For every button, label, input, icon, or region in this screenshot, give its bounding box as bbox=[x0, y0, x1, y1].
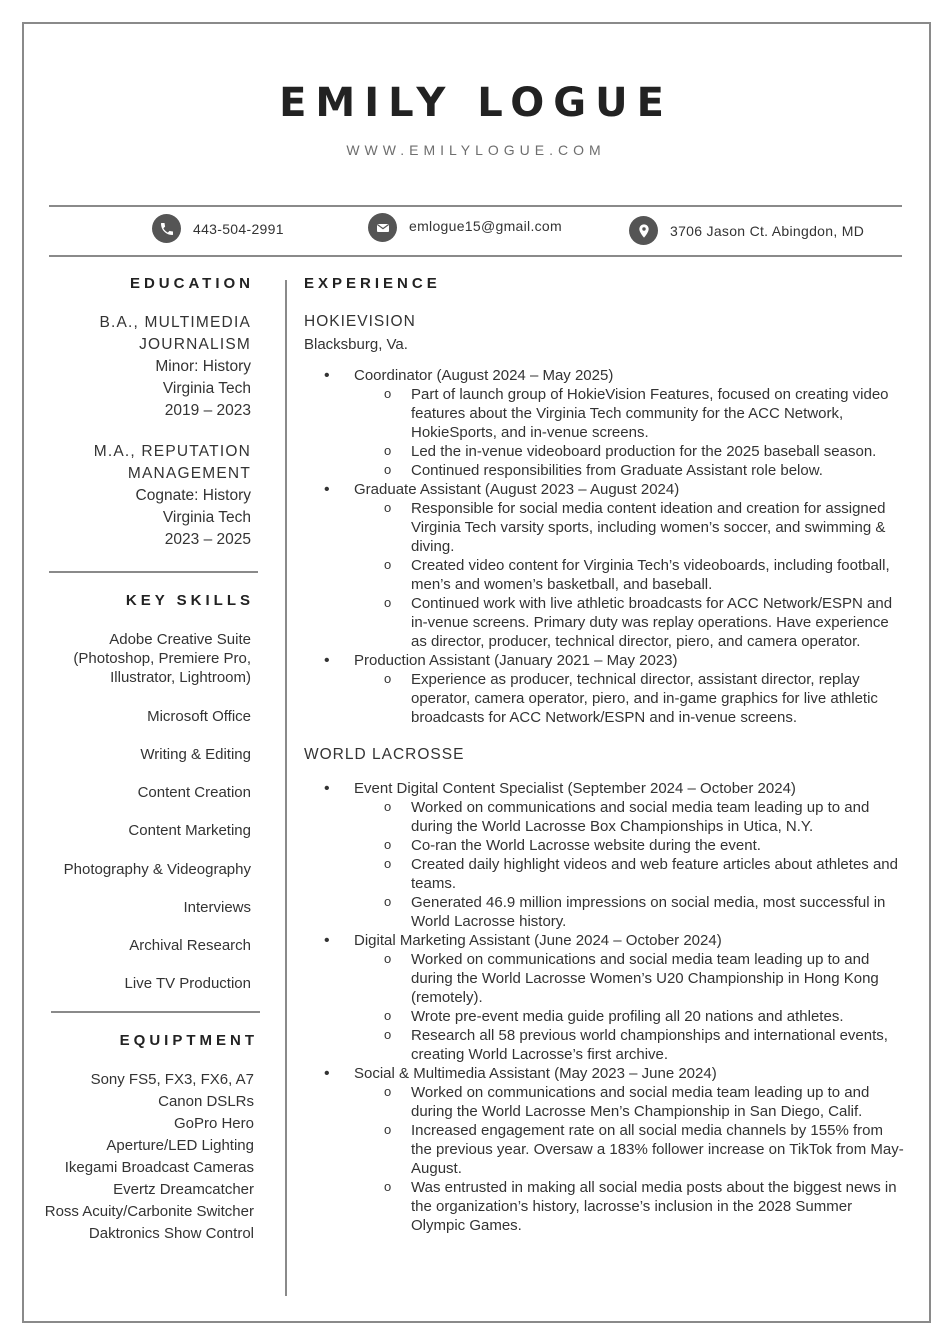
job-title: • Event Digital Content Specialist (September 2024 – October 2024) bbox=[304, 779, 904, 798]
skills-divider bbox=[51, 1011, 260, 1013]
job-title: • Production Assistant (January 2021 – May 2023) bbox=[304, 651, 904, 670]
job-bullet: o Worked on communications and social media team leading up to and during the World Lacrosse Men’s Championship in San Diego, Calif. bbox=[304, 1083, 904, 1121]
phone-icon bbox=[152, 214, 181, 243]
job-bullet: o Was entrusted in making all social media posts about the biggest news in the organization’s history, lacrosse’s inclusion in the 2028 Summer Olympic Games. bbox=[304, 1178, 904, 1235]
envelope-icon bbox=[368, 213, 397, 242]
map-pin-icon bbox=[629, 216, 658, 245]
degree-years: 2023 – 2025 bbox=[164, 531, 251, 548]
skill-item: Content Creation bbox=[137, 784, 251, 801]
job-bullet: o Responsible for social media content ideation and creation for assigned Virginia Tech varsity sports, including women’s soccer, and swimming & diving. bbox=[304, 499, 904, 556]
phone-text: 443-504-2991 bbox=[193, 220, 284, 237]
website-link[interactable]: WWW.EMILYLOGUE.COM bbox=[346, 142, 606, 158]
skill-item: Live TV Production bbox=[124, 975, 251, 992]
education-entry bbox=[94, 441, 251, 551]
equipment-item: Aperture/LED Lighting bbox=[106, 1137, 254, 1154]
equipment-item: Evertz Dreamcatcher bbox=[113, 1181, 254, 1198]
skill-item: Content Marketing bbox=[128, 822, 251, 839]
skill-item: Interviews bbox=[183, 899, 251, 916]
job-bullet: o Part of launch group of HokieVision Features, focused on creating video features about the Virginia Tech community for the ACC Network, HokieSports, and in-venue screens. bbox=[304, 385, 904, 442]
job-bullet: o Created daily highlight videos and web feature articles about athletes and teams. bbox=[304, 855, 904, 893]
degree-title: M.A., REPUTATION bbox=[93, 443, 251, 460]
degree-school: Virginia Tech bbox=[162, 509, 251, 526]
job-bullet: o Co-ran the World Lacrosse website during the event. bbox=[304, 836, 904, 855]
job-bullet: o Worked on communications and social media team leading up to and during the World Lacrosse Box Championships in Utica, N.Y. bbox=[304, 798, 904, 836]
experience-section bbox=[304, 312, 904, 1235]
equipment-item: GoPro Hero bbox=[173, 1115, 254, 1132]
education-divider bbox=[49, 571, 258, 573]
job-bullet: o Research all 58 previous world championships and international events, creating World Lacrosse’s first archive. bbox=[304, 1026, 904, 1064]
job-bullet: o Worked on communications and social media team leading up to and during the World Lacrosse Women’s U20 Championship in Hong Kong (remotely). bbox=[304, 950, 904, 1007]
equipment-heading: EQUIPTMENT bbox=[119, 1032, 258, 1049]
contact-email[interactable] bbox=[368, 213, 562, 242]
degree-title: JOURNALISM bbox=[139, 336, 251, 353]
header-bottom-divider bbox=[49, 255, 902, 257]
degree-title: MANAGEMENT bbox=[127, 465, 251, 482]
skill-item: Illustrator, Lightroom) bbox=[110, 669, 251, 686]
job-title: • Graduate Assistant (August 2023 – August 2024) bbox=[304, 480, 904, 499]
job-title: • Digital Marketing Assistant (June 2024 – October 2024) bbox=[304, 931, 904, 950]
skill-item: Microsoft Office bbox=[147, 708, 251, 725]
skill-item: Archival Research bbox=[129, 937, 251, 954]
education-heading: EDUCATION bbox=[129, 275, 254, 292]
equipment-item: Daktronics Show Control bbox=[88, 1225, 254, 1242]
job-title: • Coordinator (August 2024 – May 2025) bbox=[304, 366, 904, 385]
skill-item: Writing & Editing bbox=[140, 746, 251, 763]
job-bullet: o Continued responsibilities from Graduate Assistant role below. bbox=[304, 461, 904, 480]
skill-item: Photography & Videography bbox=[63, 861, 251, 878]
job-bullet: o Experience as producer, technical director, assistant director, replay operator, camera operator, piero, and in-game graphics for live athletic broadcasts for ACC Network/ESPN and in-venue screens. bbox=[304, 670, 904, 727]
equipment-item: Sony FS5, FX3, FX6, A7 bbox=[90, 1071, 254, 1088]
job-title: • Social & Multimedia Assistant (May 2023 – June 2024) bbox=[304, 1064, 904, 1083]
experience-heading: EXPERIENCE bbox=[304, 275, 441, 292]
degree-years: 2019 – 2023 bbox=[164, 402, 251, 419]
email-text: emlogue15@gmail.com bbox=[409, 217, 562, 234]
job-bullet: o Generated 46.9 million impressions on social media, most successful in World Lacrosse history. bbox=[304, 893, 904, 931]
candidate-name: EMILY LOGUE bbox=[279, 80, 673, 126]
equipment-item: Canon DSLRs bbox=[158, 1093, 254, 1110]
header-top-divider bbox=[49, 205, 902, 207]
job-bullet: o Increased engagement rate on all social media channels by 155% from the previous year. Oversaw a 183% follower increase on TikTok from May-August. bbox=[304, 1121, 904, 1178]
contact-phone[interactable] bbox=[152, 214, 284, 243]
skill-item: Adobe Creative Suite bbox=[109, 631, 251, 648]
degree-title: B.A., MULTIMEDIA bbox=[99, 314, 251, 331]
column-divider bbox=[285, 280, 287, 1296]
address-text: 3706 Jason Ct. Abingdon, MD bbox=[670, 222, 865, 239]
skill-item: (Photoshop, Premiere Pro, bbox=[73, 650, 251, 667]
job-bullet: o Wrote pre-event media guide profiling all 20 nations and athletes. bbox=[304, 1007, 904, 1026]
employer-location: Blacksburg, Va. bbox=[304, 336, 408, 353]
job-bullet: o Created video content for Virginia Tech’s videoboards, including football, men’s and women’s basketball, and baseball. bbox=[304, 556, 904, 594]
job-bullet: o Continued work with live athletic broadcasts for ACC Network/ESPN and in-venue screens. Primary duty was replay operations. Have experience as director, producer, technical director, piero, and camera operator. bbox=[304, 594, 904, 651]
job-bullet: o Led the in-venue videoboard production for the 2025 baseball season. bbox=[304, 442, 904, 461]
employer-name: HOKIEVISION bbox=[304, 313, 416, 330]
degree-school: Virginia Tech bbox=[162, 380, 251, 397]
equipment-item: Ross Acuity/Carbonite Switcher bbox=[44, 1203, 254, 1220]
skills-heading: KEY SKILLS bbox=[125, 592, 254, 609]
degree-minor: Minor: History bbox=[155, 358, 251, 375]
employer-name: WORLD LACROSSE bbox=[304, 746, 465, 763]
degree-minor: Cognate: History bbox=[135, 487, 251, 504]
education-entry bbox=[99, 312, 251, 422]
equipment-item: Ikegami Broadcast Cameras bbox=[64, 1159, 254, 1176]
contact-address bbox=[629, 216, 864, 245]
